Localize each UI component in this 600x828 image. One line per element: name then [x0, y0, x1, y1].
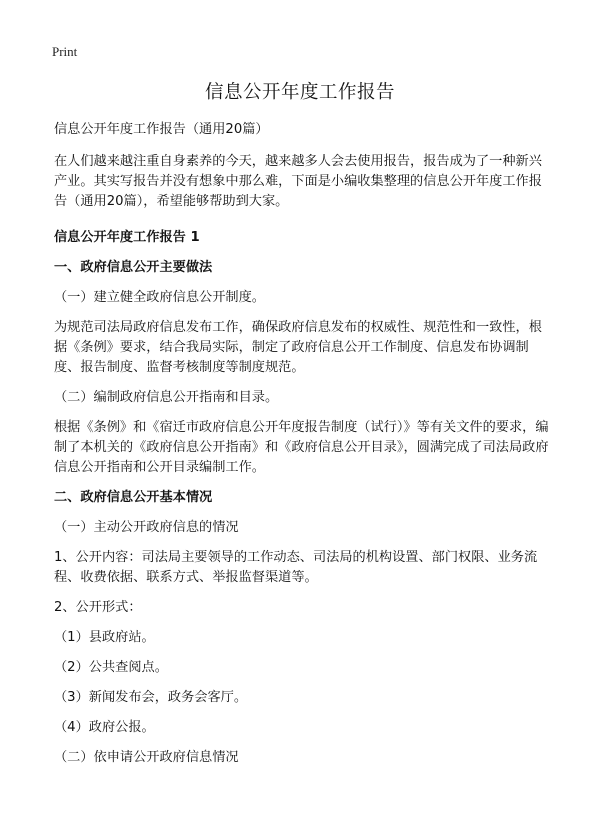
- document-subtitle: 信息公开年度工作报告（通用20篇）: [54, 122, 269, 137]
- part2-heading: 二、政府信息公开基本情况: [54, 490, 213, 505]
- page-title: 信息公开年度工作报告: [204, 82, 395, 103]
- print-link[interactable]: Print: [52, 44, 78, 59]
- item1-heading: （一）建立健全政府信息公开制度。: [54, 290, 265, 305]
- document-body: [54, 120, 552, 768]
- form-option-2: （2）公共查阅点。: [54, 660, 168, 675]
- form-option-1: （1）县政府站。: [54, 630, 155, 645]
- form-item: 2、公开形式：: [54, 600, 142, 615]
- sub2-heading: （二）依申请公开政府信息情况: [54, 750, 239, 765]
- item2-heading: （二）编制政府信息公开指南和目录。: [54, 390, 279, 405]
- content-item: 1、公开内容：司法局主要领导的工作动态、司法局的机构设置、部门权限、业务流程、收费依据、联系方式、举报监督渠道等。: [54, 550, 538, 585]
- item2-body: 根据《条例》和《宿迁市政府信息公开年度报告制度（试行）》等有关文件的要求，编制了本机关的《政府信息公开指南》和《政府信息公开目录》，圆满完成了司法局政府信息公开指南和公开目录编制工作。: [54, 420, 549, 475]
- form-option-3: （3）新闻发布会，政务会客厅。: [54, 690, 248, 705]
- part1-heading: 一、政府信息公开主要做法: [54, 260, 213, 275]
- section-title: 信息公开年度工作报告 1: [54, 230, 200, 245]
- form-option-4: （4）政府公报。: [54, 720, 155, 735]
- sub1-heading: （一）主动公开政府信息的情况: [54, 520, 239, 535]
- intro-paragraph: 在人们越来越注重自身素养的今天，越来越多人会去使用报告，报告成为了一种新兴产业。其实写报告并没有想象中那么难，下面是小编收集整理的信息公开年度工作报告（通用20篇），希望能够帮助到大家。: [54, 154, 542, 209]
- item1-body: 为规范司法局政府信息发布工作，确保政府信息发布的权威性、规范性和一致性，根据《条例》要求，结合我局实际，制定了政府信息公开工作制度、信息发布协调制度、报告制度、监督考核制度等制度规范。: [54, 320, 542, 375]
